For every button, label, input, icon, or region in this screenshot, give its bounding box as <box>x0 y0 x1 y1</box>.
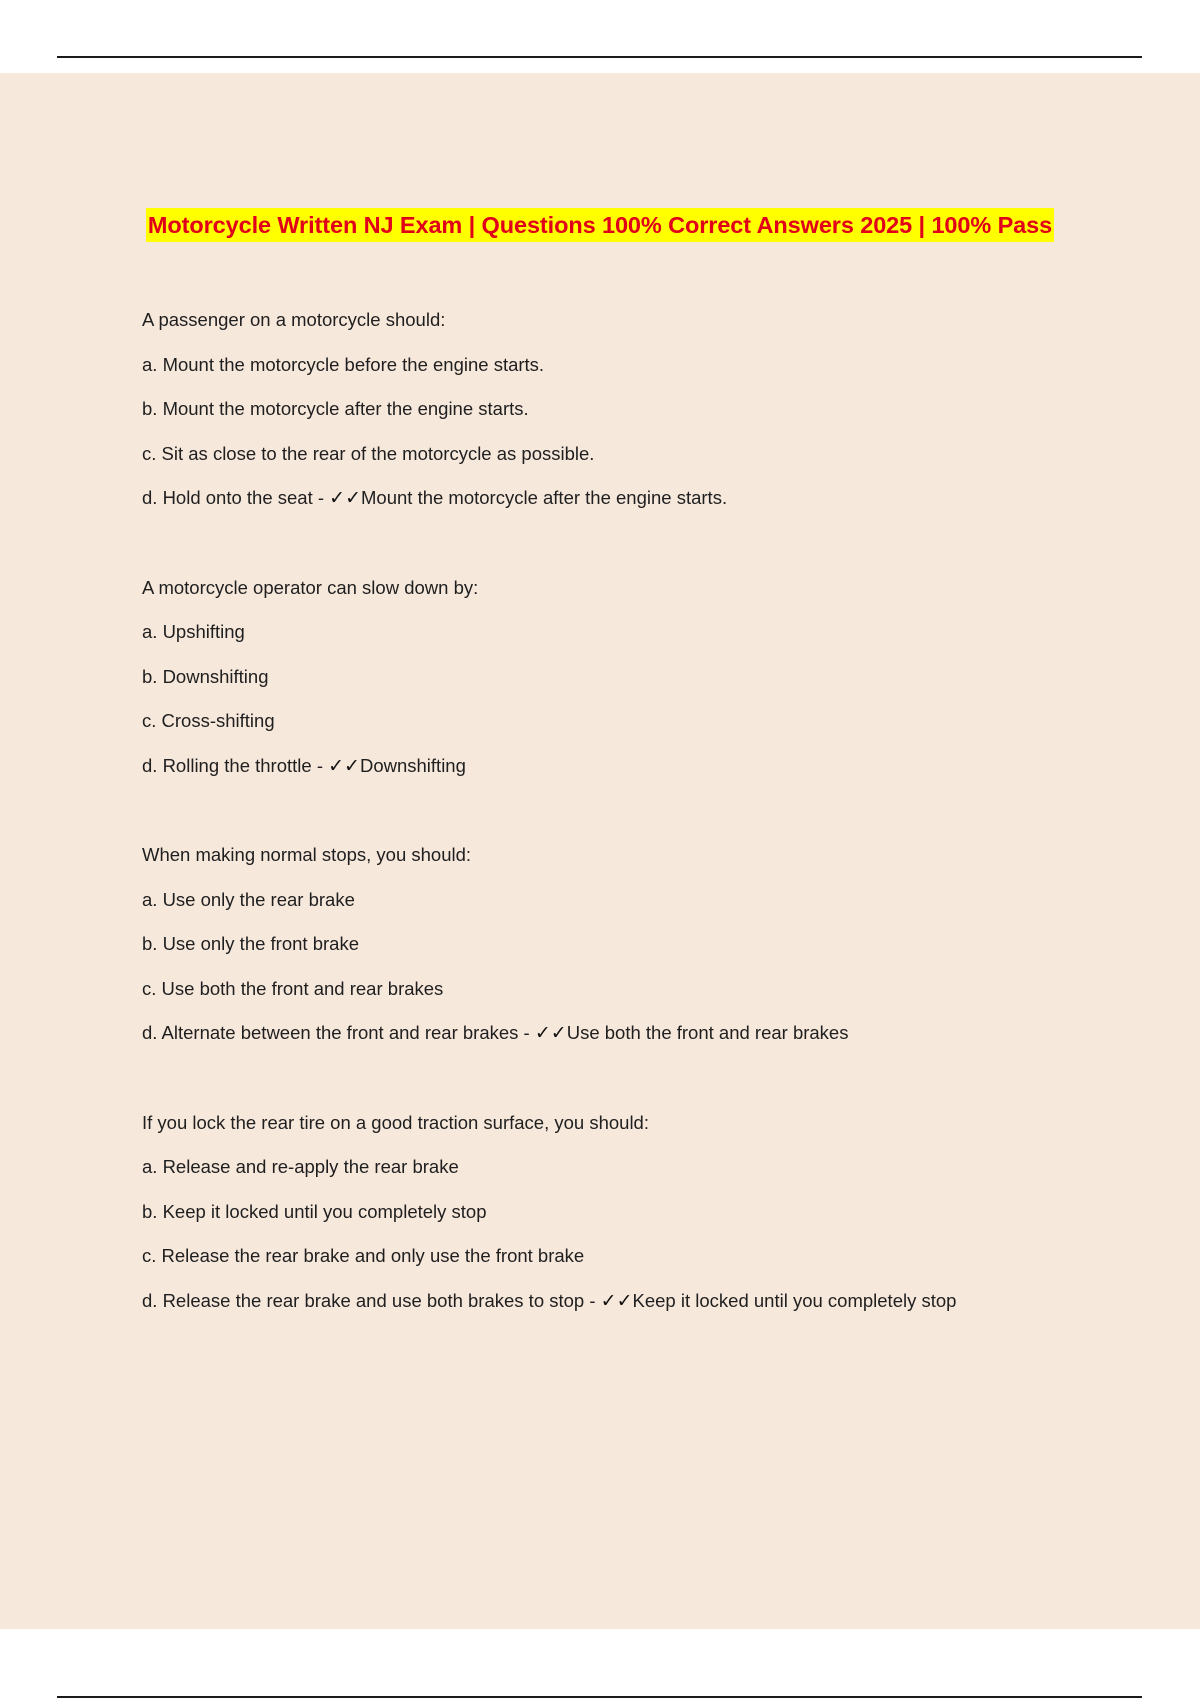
question-prompt: If you lock the rear tire on a good traction surface, you should: <box>142 1111 649 1133</box>
correct-answer: Downshifting <box>359 754 466 776</box>
option-c: c. Sit as close to the rear of the motorcycle as possible. <box>142 442 595 464</box>
correct-answer: Keep it locked until you completely stop <box>632 1289 957 1311</box>
check-mark-icon: ✓✓ <box>600 1289 633 1312</box>
option-a: a. Mount the motorcycle before the engine starts. <box>142 353 545 375</box>
question-block <box>142 305 1142 528</box>
question-prompt: A motorcycle operator can slow down by: <box>142 576 479 598</box>
question-prompt: A passenger on a motorcycle should: <box>142 309 446 330</box>
option-d-with-answer <box>142 1018 1142 1063</box>
option-c: c. Use both the front and rear brakes <box>142 977 444 999</box>
option-b: b. Mount the motorcycle after the engine starts. <box>142 398 529 419</box>
option-c: c. Cross-shifting <box>142 710 275 731</box>
option-d-with-answer <box>142 751 1142 796</box>
document-title-container <box>0 208 1200 242</box>
correct-answer: Use both the front and rear brakes <box>566 1022 849 1043</box>
question-list <box>142 305 1142 1375</box>
option-a: a. Use only the rear brake <box>142 888 355 910</box>
check-mark-icon: ✓✓ <box>328 754 360 777</box>
document-title: Motorcycle Written NJ Exam | Questions 100% Correct Answers 2025 | 100% Pass <box>146 208 1054 242</box>
question-block <box>142 1108 1142 1331</box>
option-b: b. Use only the front brake <box>142 933 359 954</box>
option-d: d. Release the rear brake and use both brakes to stop - <box>142 1289 601 1311</box>
option-d: d. Hold onto the seat - <box>142 487 330 508</box>
option-d: d. Rolling the throttle - <box>142 754 329 776</box>
check-mark-icon: ✓✓ <box>534 1022 567 1044</box>
question-block <box>142 573 1142 796</box>
option-a: a. Release and re-apply the rear brake <box>142 1156 459 1177</box>
option-b: b. Downshifting <box>142 665 269 687</box>
option-b: b. Keep it locked until you completely stop <box>142 1200 487 1222</box>
question-prompt: When making normal stops, you should: <box>142 844 472 865</box>
option-d: d. Alternate between the front and rear brakes - <box>142 1022 535 1043</box>
option-d-with-answer <box>142 483 1142 528</box>
option-c: c. Release the rear brake and only use the front brake <box>142 1245 585 1266</box>
question-block <box>142 840 1142 1063</box>
option-d-with-answer <box>142 1286 1142 1331</box>
option-a: a. Upshifting <box>142 621 245 642</box>
check-mark-icon: ✓✓ <box>329 487 362 509</box>
top-rule <box>57 56 1142 58</box>
correct-answer: Mount the motorcycle after the engine starts. <box>361 487 728 508</box>
bottom-rule <box>57 1696 1142 1698</box>
